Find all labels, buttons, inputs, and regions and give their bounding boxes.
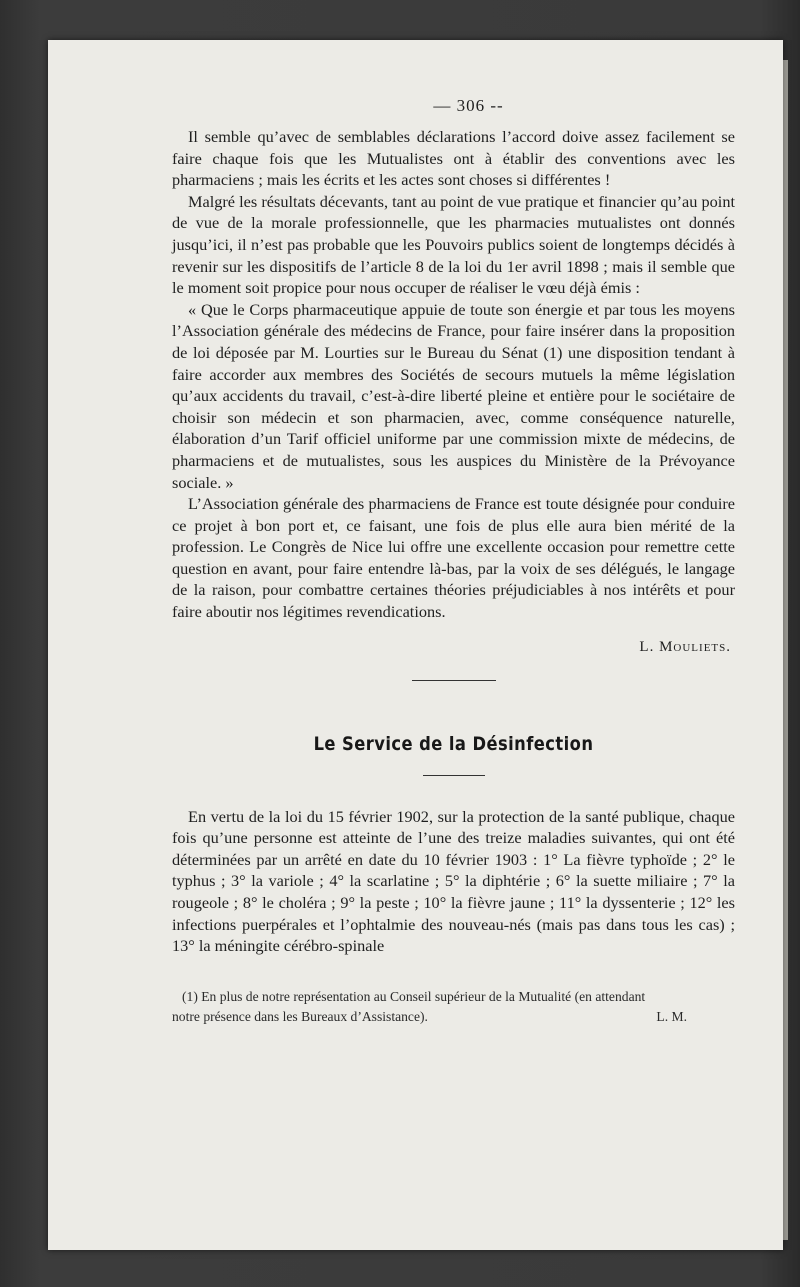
section-paragraph: En vertu de la loi du 15 février 1902, sur la protection de la santé publique, chaque fois qu’une personne est atteinte de l’une des treize maladies suivantes, qui ont été déterminées par un arrêté en date du 10 février 1903 : 1° La fièvre typhoïde ; 2° le typhus ; 3° la variole ; 4° la scarlatine ; 5° la diphtérie ; 6° la suette miliaire ; 7° la rougeole ; 8° le choléra ; 9° la peste ; 10° la fièvre jaune ; 11° la dyssenterie ; 12° les infections puerpérales et l’ophtalmie des nouveau-nés (mais pas dans tous les cas) ; 13° la méningite cérébro-spinale bbox=[172, 806, 735, 956]
footnote-line-1: (1) En plus de notre représentation au Conseil supérieur de la Mutualité (en attendant bbox=[182, 988, 646, 1004]
paragraph-4: L’Association générale des pharmaciens de France est toute désignée pour conduire ce projet à bon port et, ce faisant, une fois de plus elle aura bien mérité de la profession. Le Congrès de Nice lui offre une excellente occasion pour remettre cette question en avant, pour faire entendre là-bas, par la voix de ses délégués, le langage de la raison, pour combattre certaines théories préjudiciables à nos intérêts et pour faire aboutir nos légitimes revendications. bbox=[172, 494, 735, 622]
paragraph-2: Malgré les résultats décevants, tant au point de vue pratique et financier qu’au point de vue de la morale professionnelle, que les pharmacies mutualistes ont donnés jusqu’ici, il n’est pas probable que les Pouvoirs publics soient de longtemps décidés à revenir sur les dispositifs de l’article 8 de la loi du 1er avril 1898 ; mais il semble que le moment soit propice pour nous occuper de réaliser le vœu déjà émis : bbox=[172, 191, 735, 298]
author-signature: L. Mouliets. bbox=[639, 638, 731, 655]
footnote-line-2: notre présence dans les Bureaux d’Assistance). bbox=[172, 1008, 428, 1024]
page-content bbox=[172, 96, 735, 1027]
divider-rule-small bbox=[423, 775, 485, 776]
footnote bbox=[172, 987, 735, 1027]
paragraph-1: Il semble qu’avec de semblables déclarations l’accord doive assez facilement se faire chaque fois que les Mutualistes ont à établir des conventions avec les pharmaciens ; mais les écrits et les actes sont choses si différentes ! bbox=[172, 127, 735, 190]
quote-paragraph: « Que le Corps pharmaceutique appuie de toute son énergie et par tous les moyens l’Association générale des médecins de France, pour faire insérer dans la proposition de loi déposée par M. Lourties sur le Bureau du Sénat (1) une disposition tendant à faire accorder aux membres des Sociétés de secours mutuels la même législation qu’aux accidents du travail, c’est-à-dire liberté pleine et entière pour le sociétaire de choisir son médecin et son pharmacien, avec, comme conséquence naturelle, élaboration d’un Tarif officiel uniforme par une commission mixte de médecins, de pharmaciens et de mutualistes, sous les auspices du Ministère de la Prévoyance sociale. » bbox=[172, 299, 735, 492]
section-body bbox=[172, 806, 735, 957]
divider-rule bbox=[412, 680, 496, 681]
footnote-line-2-row bbox=[172, 1007, 735, 1027]
section-title: Le Service de la Désinfection bbox=[313, 732, 594, 755]
footnote-signature: L. M. bbox=[656, 1008, 687, 1024]
page-number: — 306 -- bbox=[433, 96, 504, 115]
